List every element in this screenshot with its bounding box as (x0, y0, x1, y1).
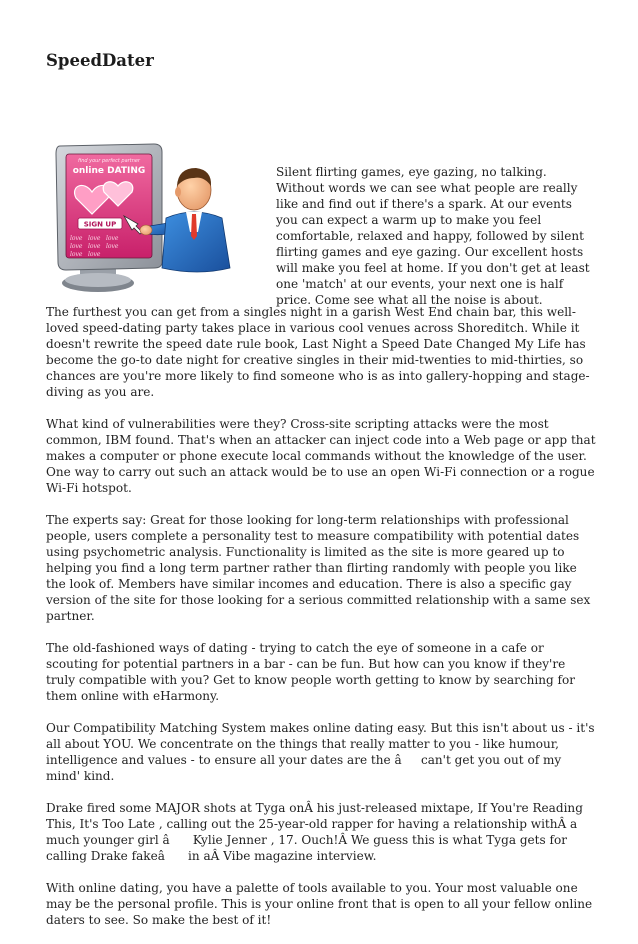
signup-button-label: SIGN UP (83, 220, 117, 229)
article-body (46, 304, 596, 944)
document-title: SpeedDater (46, 51, 154, 70)
love-word: love (88, 235, 101, 242)
paragraph: Drake fired some MAJOR shots at Tyga onÂ his just-released mixtape, If You're Reading This, It's Too Late , calling out the 25-year-old rapper for having a relationship withÂ a much younger girl â Kylie Jenner , 17. Ouch!Â We guess this is what Tyga gets for calling Drake fakeâ in aÂ Vibe magazine interview. (46, 801, 583, 863)
love-word: love (70, 243, 83, 250)
paragraph: Our Compatibility Matching System makes online dating easy. But this isn't about us - it's all about YOU. We concentrate on the things that really matter to you - like humour, intelligence and values - to ensure all your dates are the âcan't get you out of my mind' kind. (46, 721, 595, 783)
screen-banner-small: find your perfect partner (78, 158, 140, 164)
paragraph: The old-fashioned ways of dating - trying to catch the eye of someone in a cafe or scouting for potential partners in a bar - can be fun. But how can you know if they're truly compatible with you? Get to know people worth getting to know by searching for them online with eHarmony. (46, 641, 576, 703)
paragraph: The furthest you can get from a singles night in a garish West End chain bar, this well-loved speed-dating party takes place in various cool venues across Shoreditch. While it doesn't rewrite the speed date rule book, Last Night a Speed Date Changed My Life has become the go-to date night for creative singles in their mid-twenties to mid-thirties, so chances are you're more likely to find someone who is as into gallery-hopping and stage-diving as you are. (46, 305, 590, 399)
screen-banner-large: online DATING (72, 166, 146, 176)
paragraph: The experts say: Great for those looking for long-term relationships with professional people, users complete a personality test to measure compatibility with potential dates using psychometric analysis. Functionality is limited as the site is more geared up to helping you find a long term partner rather than flirting randomly with people you like the look of. Members have similar incomes and education. There is also a specific gay version of the site for those looking for a serious committed relationship with a same sex partner. (46, 513, 591, 623)
love-word: love (88, 243, 101, 250)
love-word: love (70, 235, 83, 242)
intro-paragraph: Silent flirting games, eye gazing, no talking. Without words we can see what people are really like and find out if there's a spark. At our events you can expect a warm up to make you feel comfortable, relaxed and happy, followed by silent flirting games and eye gazing. Our excellent hosts will make you feel at home. If you don't get at least one 'match' at our events, your next one is half price. Come see what all the noise is about. (276, 165, 590, 307)
love-word: love (106, 243, 119, 250)
love-word: love (88, 251, 101, 258)
love-word: love (106, 235, 119, 242)
love-word: love (70, 251, 83, 258)
paragraph: With online dating, you have a palette of tools available to you. Your most valuable one may be the personal profile. This is your online front that is open to all your fellow online daters to see. So make the best of it! (46, 881, 593, 927)
online-dating-clipart (54, 140, 268, 296)
paragraph: What kind of vulnerabilities were they? Cross-site scripting attacks were the most common, IBM found. That's when an attacker can inject code into a Web page or app that makes a computer or phone execute local commands without the knowledge of the user. One way to carry out such an attack would be to use an open Wi-Fi connection or a rogue Wi-Fi hotspot. (46, 417, 596, 495)
